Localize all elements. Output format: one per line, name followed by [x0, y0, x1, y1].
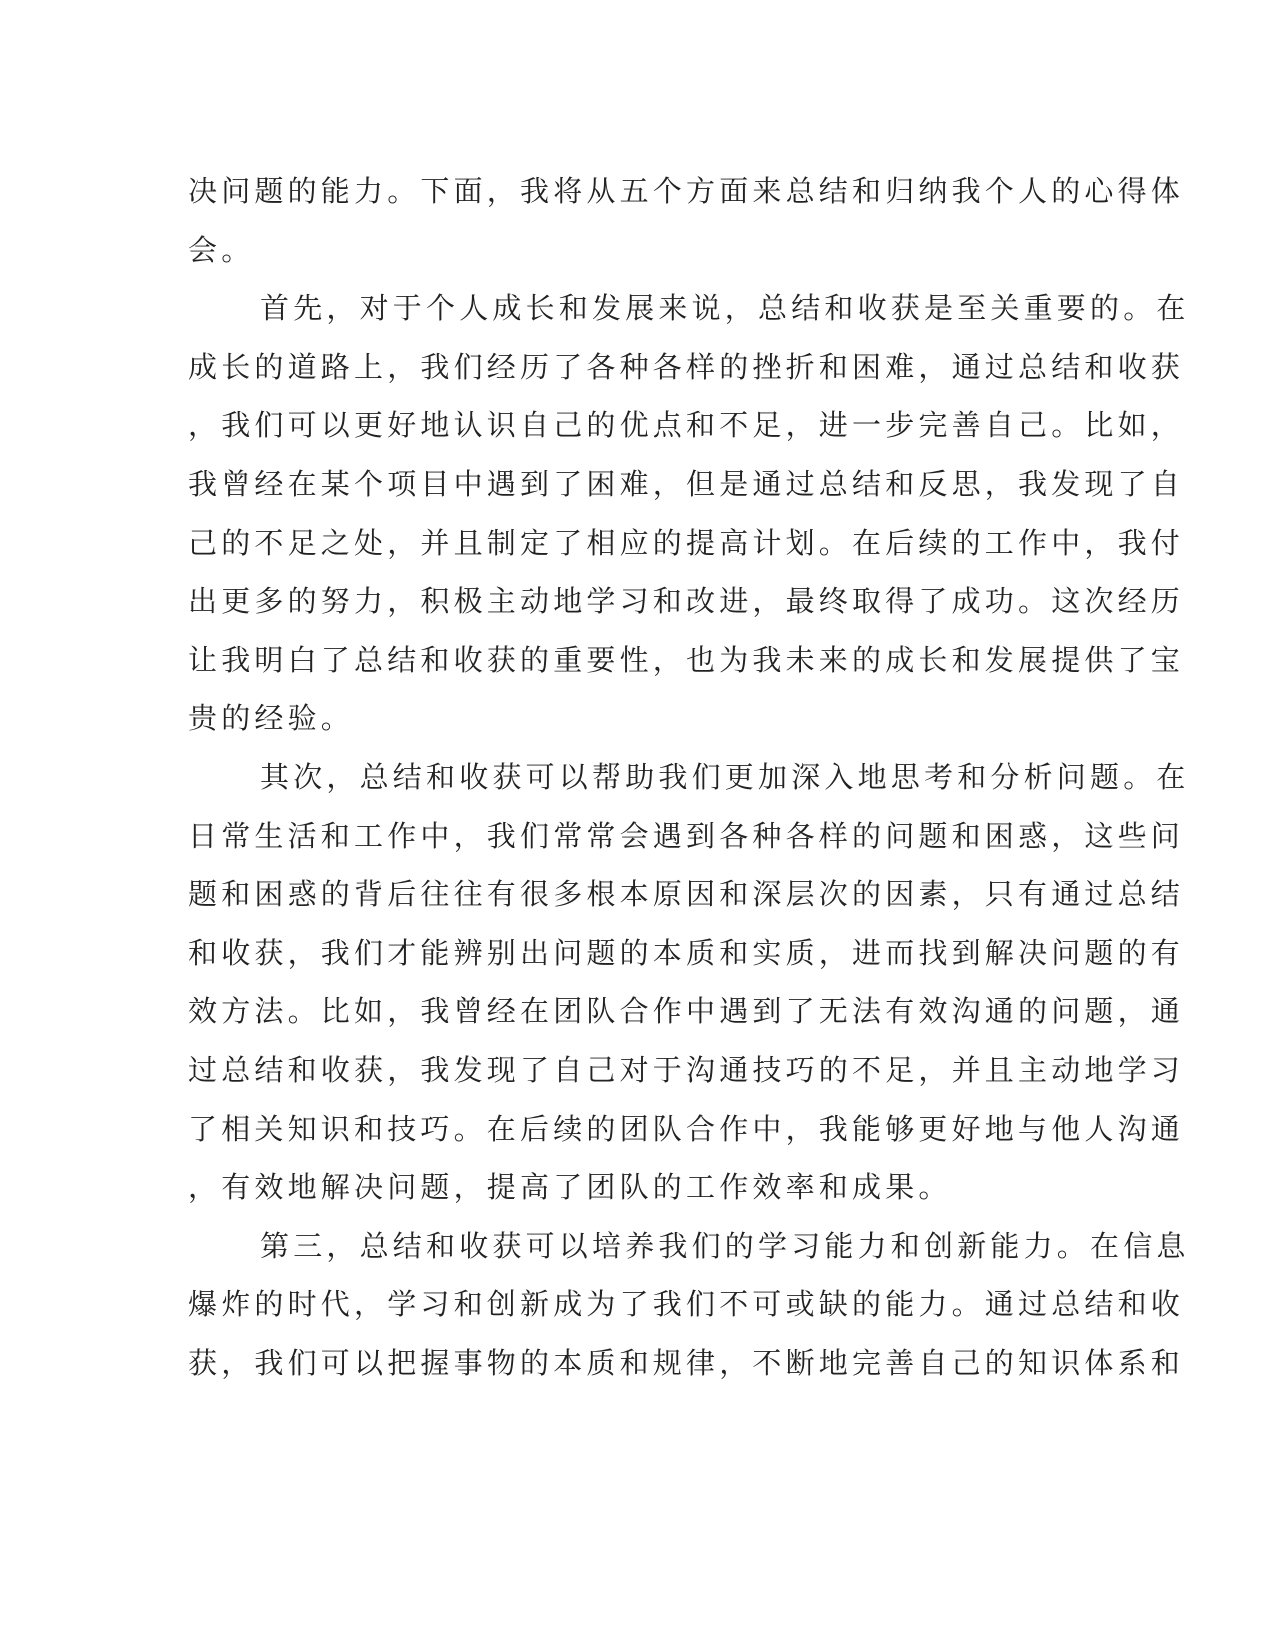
- text-line: 题和困惑的背后往往有很多根本原因和深层次的因素，只有通过总结: [188, 877, 1185, 912]
- paragraph-first-line: 第三，总结和收获可以培养我们的学习能力和创新能力。在信息: [260, 1228, 1190, 1263]
- text-line: 效方法。比如，我曾经在团队合作中遇到了无法有效沟通的问题，通: [188, 994, 1185, 1029]
- text-line: 和收获，我们才能辨别出问题的本质和实质，进而找到解决问题的有: [188, 935, 1185, 970]
- document-body: [188, 162, 1190, 1392]
- text-line: ，有效地解决问题，提高了团队的工作效率和成果。: [188, 1170, 952, 1205]
- text-line: 会。: [188, 232, 255, 267]
- text-line: 我曾经在某个项目中遇到了困难，但是通过总结和反思，我发现了自: [188, 466, 1185, 501]
- text-line: 成长的道路上，我们经历了各种各样的挫折和困难，通过总结和收获: [188, 349, 1185, 384]
- text-line: 爆炸的时代，学习和创新成为了我们不可或缺的能力。通过总结和收: [188, 1287, 1185, 1322]
- text-line: 出更多的努力，积极主动地学习和改进，最终取得了成功。这次经历: [188, 584, 1185, 619]
- text-line: 己的不足之处，并且制定了相应的提高计划。在后续的工作中，我付: [188, 525, 1185, 560]
- paragraph-first-line: 首先，对于个人成长和发展来说，总结和收获是至关重要的。在: [260, 291, 1190, 326]
- text-line: 贵的经验。: [188, 701, 355, 736]
- text-line: 让我明白了总结和收获的重要性，也为我未来的成长和发展提供了宝: [188, 642, 1185, 677]
- text-line: 决问题的能力。下面，我将从五个方面来总结和归纳我个人的心得体: [188, 174, 1185, 208]
- text-line: 过总结和收获，我发现了自己对于沟通技巧的不足，并且主动地学习: [188, 1052, 1185, 1087]
- text-line: 了相关知识和技巧。在后续的团队合作中，我能够更好地与他人沟通: [188, 1111, 1185, 1146]
- paragraph-first-line: 其次，总结和收获可以帮助我们更加深入地思考和分析问题。在: [260, 759, 1190, 794]
- text-line: 获，我们可以把握事物的本质和规律，不断地完善自己的知识体系和: [188, 1345, 1185, 1380]
- text-line: 日常生活和工作中，我们常常会遇到各种各样的问题和困惑，这些问: [188, 818, 1185, 853]
- text-line: ，我们可以更好地认识自己的优点和不足，进一步完善自己。比如，: [188, 408, 1185, 443]
